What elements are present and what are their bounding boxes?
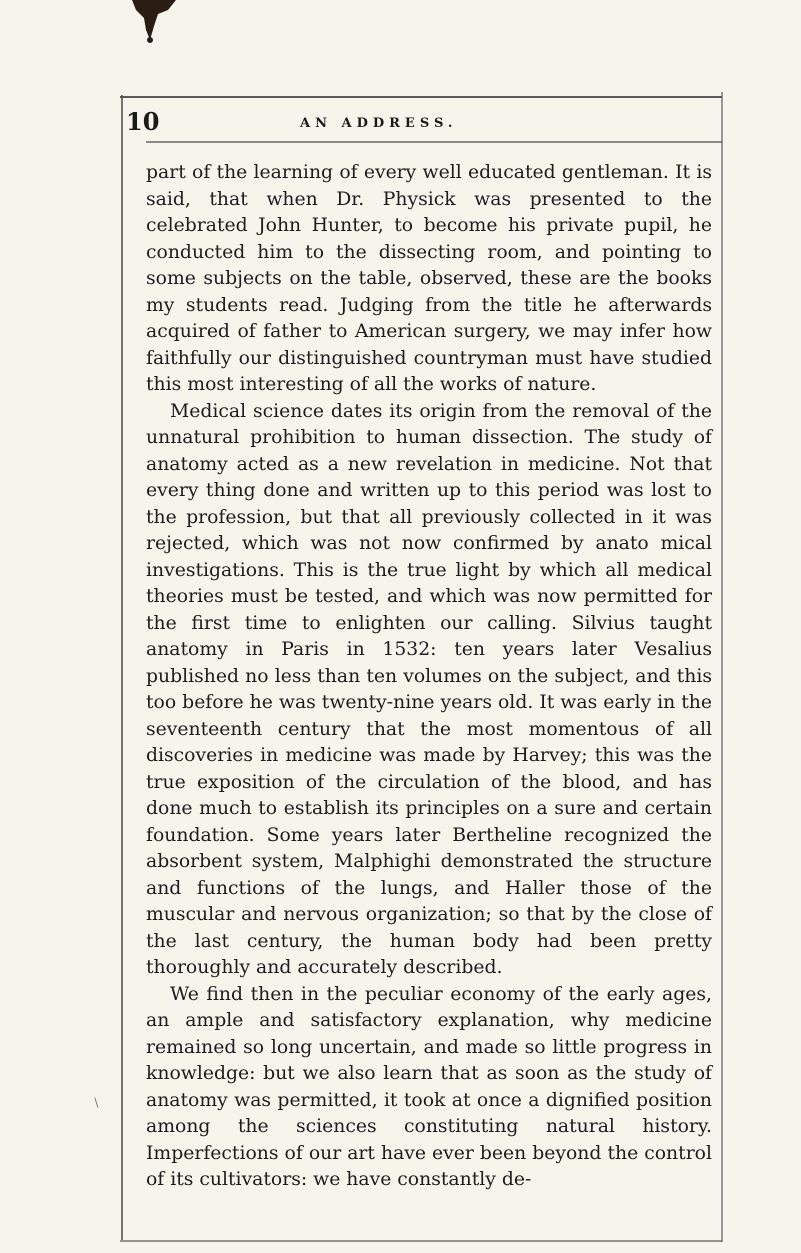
- margin-mark: ∖: [92, 1096, 100, 1110]
- running-head: AN ADDRESS.: [300, 116, 458, 131]
- bottom-rule: [120, 1240, 722, 1242]
- paragraph-2: Medical science dates its origin from the removal of the unnatural prohibition to human dissection. The study of anatomy acted as a new revelation in medicine. Not that every thing done and written up to this period was lost to the profession, but that all previously collected in it was rejected, which was not now confirmed by anato mical investigations. This is the true light by which all medical theories must be tested, and which was now permitted for the first time to enlighten our calling. Silvius taught anatomy in Paris in 1532: ten years later Vesalius published no less than ten volumes on the subject, and this too before he was twenty-nine years old. It was early in the seventeenth century that the most momentous of all discoveries in medicine was made by Harvey; this was the true exposition of the circulation of the blood, and has done much to establish its principles on a sure and certain foundation. Some years later Bertheline recognized the absorbent system, Malphighi demonstrated the structure and functions of the lungs, and Haller those of the muscular and nervous organization; so that by the close of the last century, the human body had been pretty thoroughly and accurately described.: [146, 400, 712, 978]
- page-number: 10: [126, 107, 160, 136]
- ink-blot: [124, 0, 184, 44]
- left-border-line: [121, 95, 123, 1240]
- header-rule: [146, 141, 722, 143]
- right-border-line: [721, 92, 723, 1242]
- paragraph-1: part of the learning of every well educated gentleman. It is said, that when Dr. Physick was presented to the celebrated John Hunter, to become his private pupil, he conducted him to the dissecting room, and pointing to some subjects on the table, observed, these are the books my students read. Judging from the title he afterwards acquired of father to American surgery, we may infer how faithfully our distinguished countryman must have studied this most interesting of all the works of nature.: [146, 162, 712, 395]
- paragraph-3: We find then in the peculiar economy of the early ages, an ample and satisfactory explanation, why medicine remained so long uncertain, and made so little progress in knowledge: but we also learn that as soon as the study of anatomy was permitted, it took at once a dignified position among the sciences constituting natural history. Imperfections of our art have ever been beyond the control of its cultivators: we have constantly de-: [146, 983, 712, 1190]
- body-text: [146, 160, 712, 1194]
- top-rule: [120, 96, 722, 98]
